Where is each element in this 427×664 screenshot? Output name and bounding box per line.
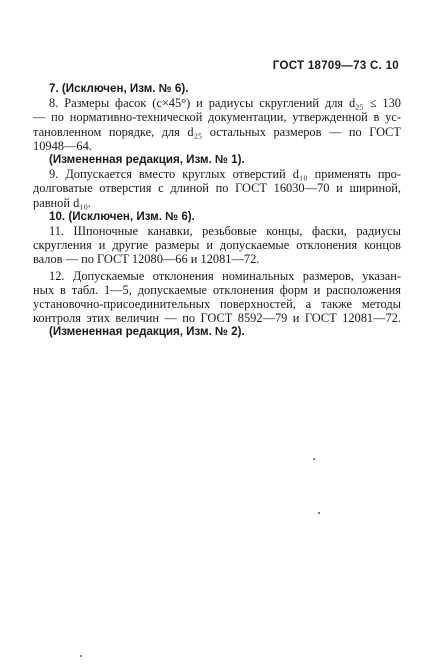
scan-speck <box>80 655 82 657</box>
paragraph-12-line-4: контроля этих величин — по ГОСТ 8592—79 и ГОСТ 12081—72. <box>33 311 401 326</box>
scan-speck <box>313 458 315 460</box>
paragraph-8-line-2: — по нормативно-технической документации, утвержденной в ус- <box>33 110 401 125</box>
paragraph-11-line-2: скругления и другие размеры и допускаемые отклонения концов <box>33 238 401 253</box>
paragraph-8-line-4: 10948—64. <box>33 138 92 153</box>
paragraph-11-line-1: 11. Шпоночные канавки, резьбовые концы, фаски, радиусы <box>49 224 401 239</box>
amendment-note-1: (Измененная редакция, Изм. № 1). <box>49 153 245 167</box>
page-header: ГОСТ 18709—73 С. 10 <box>272 60 399 72</box>
paragraph-12-line-1: 12. Допускаемые отклонения номинальных размеров, указан- <box>49 268 401 283</box>
amendment-note-2: (Измененная редакция, Изм. № 2). <box>49 325 245 339</box>
paragraph-8-line-1: 8. Размеры фасок (c×45°) и радиусы скруглений для d₂₅ ≤ 130 <box>49 96 401 111</box>
paragraph-7: 7. (Исключен, Изм. № 6). <box>49 82 189 95</box>
paragraph-9-line-3: равной d₁₀. <box>33 195 92 210</box>
paragraph-12-line-2: ных в табл. 1—5, допускаемые отклонения форм и расположения <box>33 282 401 297</box>
paragraph-8-line-3: тановленном порядке, для d₂₅ остальных размеров — по ГОСТ <box>33 124 401 139</box>
paragraph-11-line-3: валов — по ГОСТ 12080—66 и 12081—72. <box>33 252 260 267</box>
document-body <box>33 82 401 340</box>
paragraph-9-line-1: 9. Допускается вместо круглых отверстий d₁₀ применять про- <box>49 167 401 182</box>
scan-speck <box>318 512 320 514</box>
paragraph-9-line-2: долговатые отверстия с длиной по ГОСТ 16030—70 и шириной, <box>33 181 401 196</box>
paragraph-10: 10. (Исключен, Изм. № 6). <box>49 209 195 223</box>
paragraph-12-line-3: установочно-присоединительных поверхностей, а также методы <box>33 297 401 312</box>
